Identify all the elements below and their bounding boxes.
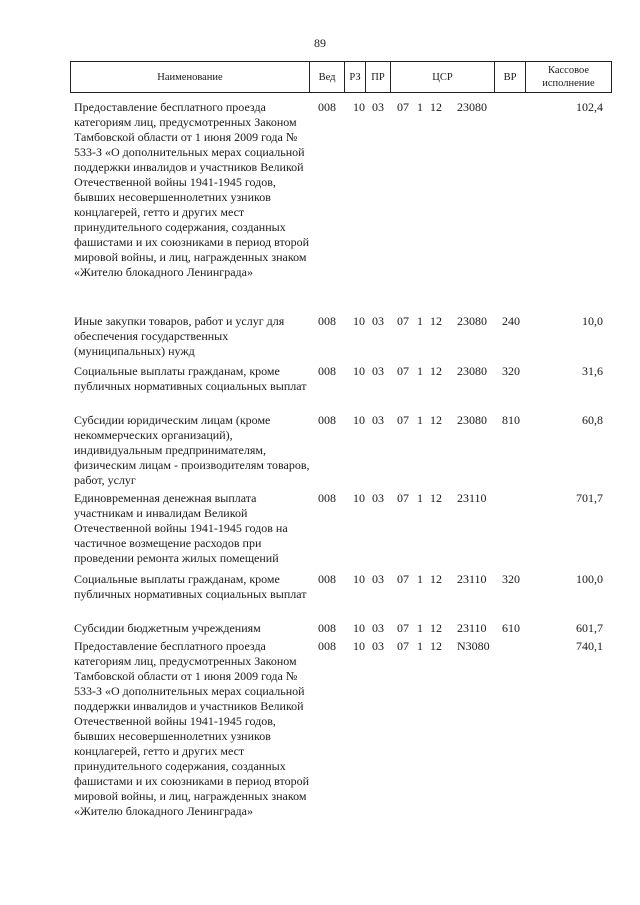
row-rz: 10 [353,639,365,653]
row-amount: 60,8 [582,413,603,427]
row-rz: 10 [353,364,365,378]
row-rz: 10 [353,413,365,427]
row-csr-program: 07 [397,639,409,653]
row-amount: 701,7 [576,491,603,505]
row-csr-subprogram: 1 [417,621,423,635]
row-csr-program: 07 [397,491,409,505]
row-pr: 03 [372,413,384,427]
row-csr-subprogram: 1 [417,639,423,653]
row-rz: 10 [353,314,365,328]
row-pr: 03 [372,491,384,505]
row-pr: 03 [372,572,384,586]
row-name: Социальные выплаты гражданам, кроме публичных нормативных социальных выплат [74,364,307,393]
row-csr-direction: 23110 [457,572,487,586]
row-amount: 102,4 [576,100,603,114]
row-csr-event: 12 [430,621,442,635]
row-rz: 10 [353,621,365,635]
row-vr: 810 [502,413,520,427]
row-amount: 31,6 [582,364,603,378]
page-number: 89 [314,36,326,50]
row-csr-event: 12 [430,572,442,586]
row-pr: 03 [372,639,384,653]
row-ved: 008 [318,621,336,635]
row-rz: 10 [353,572,365,586]
row-name: Предоставление бесплатного проезда категориям лиц, предусмотренных Законом Тамбовской области от 1 июня 2009 года № 533-З «О дополнительных мерах социальной поддержки инвалидов и участников Великой Отечественной войны 1941-1945 годов, бывших несовершеннолетних узников концлагерей, гетто и других мест принудительного содержания, созданных фашистами и их союзниками в период второй мировой войны, и лиц, награжденных знаком «Жителю блокадного Ленинграда» [74,639,310,818]
row-ved: 008 [318,491,336,505]
row-name: Субсидии юридическим лицам (кроме некоммерческих организаций), индивидуальным предпринимателям, физическим лицам - производителям товаров, работ, услуг [74,413,310,487]
row-csr-direction: 23110 [457,491,487,505]
row-csr-direction: 23110 [457,621,487,635]
row-vr: 320 [502,364,520,378]
header-rz: РЗ [345,62,366,92]
row-csr-program: 07 [397,572,409,586]
row-amount: 10,0 [582,314,603,328]
header-vr: ВР [495,62,526,92]
row-pr: 03 [372,621,384,635]
row-csr-program: 07 [397,314,409,328]
row-csr-direction: 23080 [457,314,487,328]
row-amount: 601,7 [576,621,603,635]
row-ved: 008 [318,314,336,328]
row-amount: 100,0 [576,572,603,586]
row-csr-event: 12 [430,413,442,427]
row-ved: 008 [318,100,336,114]
row-csr-event: 12 [430,491,442,505]
row-csr-subprogram: 1 [417,100,423,114]
row-amount: 740,1 [576,639,603,653]
row-csr-program: 07 [397,413,409,427]
row-csr-program: 07 [397,100,409,114]
header-pr: ПР [366,62,391,92]
row-csr-direction: 23080 [457,364,487,378]
row-csr-subprogram: 1 [417,364,423,378]
row-vr: 240 [502,314,520,328]
row-name: Иные закупки товаров, работ и услуг для обеспечения государственных (муниципальных) нужд [74,314,285,358]
header-csr: ЦСР [391,62,495,92]
row-pr: 03 [372,314,384,328]
row-vr: 320 [502,572,520,586]
row-csr-program: 07 [397,364,409,378]
row-name: Субсидии бюджетным учреждениям [74,621,261,635]
row-name: Социальные выплаты гражданам, кроме публичных нормативных социальных выплат [74,572,307,601]
row-csr-subprogram: 1 [417,413,423,427]
row-csr-subprogram: 1 [417,572,423,586]
row-name: Предоставление бесплатного проезда категориям лиц, предусмотренных Законом Тамбовской области от 1 июня 2009 года № 533-З «О дополнительных мерах социальной поддержки инвалидов и участников Великой Отечественной войны 1941-1945 годов, бывших несовершеннолетних узников концлагерей, гетто и других мест принудительного содержания, созданных фашистами и их союзниками в период второй мировой войны, и лиц, награжденных знаком «Жителю блокадного Ленинграда» [74,100,310,279]
row-csr-event: 12 [430,100,442,114]
header-ved: Вед [310,62,345,92]
row-csr-event: 12 [430,314,442,328]
row-vr: 610 [502,621,520,635]
row-pr: 03 [372,364,384,378]
row-csr-event: 12 [430,364,442,378]
row-csr-direction: 23080 [457,413,487,427]
row-csr-subprogram: 1 [417,491,423,505]
row-rz: 10 [353,100,365,114]
row-name: Единовременная денежная выплата участникам и инвалидам Великой Отечественной войны 1941-1945 годов на частичное возмещение расходов при проведении ремонта жилых помещений [74,491,288,565]
row-csr-event: 12 [430,639,442,653]
row-ved: 008 [318,639,336,653]
row-csr-direction: N3080 [457,639,490,653]
header-name: Наименование [71,62,310,92]
row-ved: 008 [318,572,336,586]
row-pr: 03 [372,100,384,114]
table-header [70,61,612,93]
row-csr-subprogram: 1 [417,314,423,328]
row-csr-program: 07 [397,621,409,635]
row-csr-direction: 23080 [457,100,487,114]
row-ved: 008 [318,413,336,427]
row-ved: 008 [318,364,336,378]
header-amount: Кассовое исполнение [542,65,595,89]
row-rz: 10 [353,491,365,505]
